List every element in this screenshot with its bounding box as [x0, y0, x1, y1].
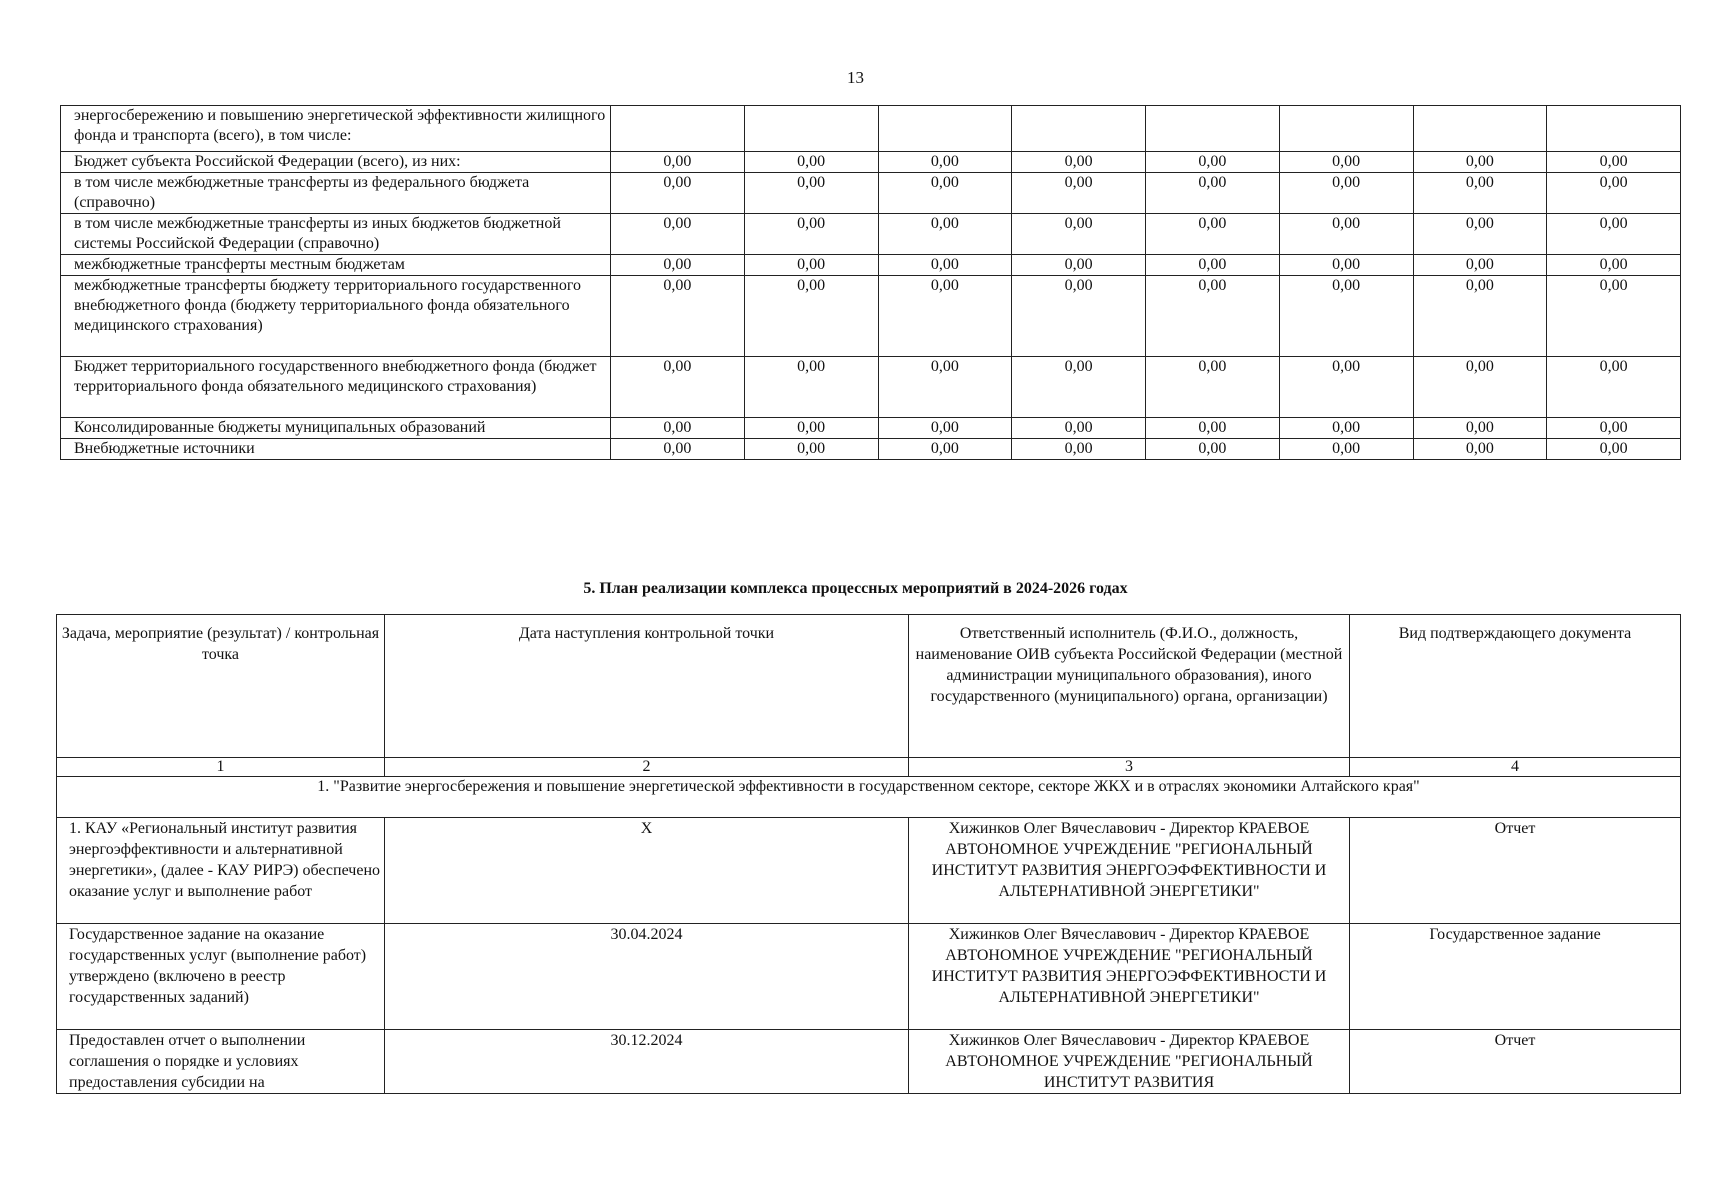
- header-task: Задача, мероприятие (результат) / контрольная точка: [57, 615, 385, 758]
- funding-value: 0,00: [611, 214, 745, 255]
- funding-value: 0,00: [1413, 173, 1547, 214]
- funding-value: 0,00: [611, 152, 745, 173]
- funding-value: 0,00: [744, 439, 878, 460]
- funding-value: 0,00: [611, 276, 745, 357]
- funding-value: 0,00: [1012, 214, 1146, 255]
- plan-task: 1. КАУ «Региональный институт развития энергоэффективности и альтернативной энергетики», (далее - КАУ РИРЭ) обеспечено оказание услуг и выполнение работ: [57, 818, 385, 924]
- plan-document: Отчет: [1350, 818, 1681, 924]
- funding-value: 0,00: [611, 173, 745, 214]
- funding-value: 0,00: [1146, 439, 1280, 460]
- column-number: 1: [57, 758, 385, 777]
- funding-value: 0,00: [611, 439, 745, 460]
- plan-document: Отчет: [1350, 1030, 1681, 1094]
- funding-value: 0,00: [1146, 357, 1280, 418]
- funding-row: [61, 173, 1681, 214]
- funding-value: 0,00: [1146, 173, 1280, 214]
- funding-value: 0,00: [1547, 276, 1681, 357]
- funding-value: 0,00: [1279, 418, 1413, 439]
- funding-value: 0,00: [1279, 255, 1413, 276]
- funding-value: 0,00: [744, 173, 878, 214]
- header-date: Дата наступления контрольной точки: [385, 615, 909, 758]
- plan-responsible: Хижинков Олег Вячеславович - Директор КРАЕВОЕ АВТОНОМНОЕ УЧРЕЖДЕНИЕ "РЕГИОНАЛЬНЫЙ ИНСТИТУТ РАЗВИТИЯ: [909, 1030, 1350, 1094]
- funding-value: 0,00: [878, 173, 1012, 214]
- funding-row-label: межбюджетные трансферты местным бюджетам: [61, 255, 611, 276]
- funding-value: 0,00: [1413, 255, 1547, 276]
- funding-value: 0,00: [1012, 173, 1146, 214]
- plan-document: Государственное задание: [1350, 924, 1681, 1030]
- plan-row: [57, 818, 1681, 924]
- plan-row: [57, 924, 1681, 1030]
- funding-value: 0,00: [1547, 418, 1681, 439]
- funding-table: [60, 105, 1681, 460]
- funding-value: 0,00: [878, 439, 1012, 460]
- funding-value: 0,00: [1279, 276, 1413, 357]
- funding-value: [1547, 106, 1681, 152]
- funding-value: 0,00: [1146, 255, 1280, 276]
- funding-value: 0,00: [1012, 255, 1146, 276]
- funding-value: 0,00: [1547, 357, 1681, 418]
- funding-value: 0,00: [1413, 357, 1547, 418]
- funding-row-label: межбюджетные трансферты бюджету территориального государственного внебюджетного фонда (бюджету территориального фонда обязательного медицинского страхования): [61, 276, 611, 357]
- funding-row-label: в том числе межбюджетные трансферты из иных бюджетов бюджетной системы Российской Федерации (справочно): [61, 214, 611, 255]
- funding-row: [61, 276, 1681, 357]
- funding-value: 0,00: [744, 255, 878, 276]
- funding-row: [61, 439, 1681, 460]
- funding-value: 0,00: [1547, 439, 1681, 460]
- funding-value: 0,00: [1413, 439, 1547, 460]
- funding-value: 0,00: [878, 357, 1012, 418]
- plan-row: [57, 1030, 1681, 1094]
- plan-date: 30.12.2024: [385, 1030, 909, 1094]
- funding-row: [61, 418, 1681, 439]
- header-document: Вид подтверждающего документа: [1350, 615, 1681, 758]
- funding-value: 0,00: [744, 418, 878, 439]
- funding-value: 0,00: [1012, 152, 1146, 173]
- funding-value: 0,00: [611, 255, 745, 276]
- funding-value: 0,00: [744, 276, 878, 357]
- funding-row: [61, 152, 1681, 173]
- plan-table: [56, 614, 1681, 1094]
- funding-value: 0,00: [878, 255, 1012, 276]
- funding-value: [744, 106, 878, 152]
- funding-value: [1413, 106, 1547, 152]
- plan-task: Государственное задание на оказание государственных услуг (выполнение работ) утверждено (включено в реестр государственных заданий): [57, 924, 385, 1030]
- page-number: 13: [847, 68, 864, 87]
- funding-value: 0,00: [1279, 152, 1413, 173]
- funding-row-label: в том числе межбюджетные трансферты из федерального бюджета (справочно): [61, 173, 611, 214]
- funding-value: 0,00: [1146, 418, 1280, 439]
- funding-value: 0,00: [744, 214, 878, 255]
- funding-value: 0,00: [1146, 214, 1280, 255]
- funding-value: 0,00: [1012, 418, 1146, 439]
- funding-value: 0,00: [1413, 214, 1547, 255]
- funding-value: 0,00: [1012, 439, 1146, 460]
- funding-value: 0,00: [878, 152, 1012, 173]
- funding-value: 0,00: [1279, 214, 1413, 255]
- funding-value: 0,00: [1547, 152, 1681, 173]
- plan-header-row: [57, 615, 1681, 758]
- funding-value: 0,00: [878, 214, 1012, 255]
- funding-value: 0,00: [1547, 214, 1681, 255]
- funding-value: [1279, 106, 1413, 152]
- funding-value: [611, 106, 745, 152]
- funding-row: [61, 214, 1681, 255]
- column-number: 4: [1350, 758, 1681, 777]
- plan-date: X: [385, 818, 909, 924]
- plan-task: Предоставлен отчет о выполнении соглашения о порядке и условиях предоставления субсидии на: [57, 1030, 385, 1094]
- funding-value: 0,00: [1146, 152, 1280, 173]
- funding-value: 0,00: [1413, 152, 1547, 173]
- funding-value: [1146, 106, 1280, 152]
- funding-value: 0,00: [1279, 173, 1413, 214]
- funding-row-label: Бюджет субъекта Российской Федерации (всего), из них:: [61, 152, 611, 173]
- funding-value: 0,00: [878, 276, 1012, 357]
- funding-row-label: Бюджет территориального государственного внебюджетного фонда (бюджет территориального фонда обязательного медицинского страхования): [61, 357, 611, 418]
- funding-value: 0,00: [1012, 276, 1146, 357]
- funding-value: 0,00: [1279, 439, 1413, 460]
- funding-row-label: энергосбережению и повышению энергетической эффективности жилищного фонда и транспорта (всего), в том числе:: [61, 106, 611, 152]
- funding-row: [61, 357, 1681, 418]
- funding-value: 0,00: [611, 418, 745, 439]
- funding-value: 0,00: [611, 357, 745, 418]
- section-heading-row: [57, 777, 1681, 818]
- plan-date: 30.04.2024: [385, 924, 909, 1030]
- funding-value: 0,00: [1547, 255, 1681, 276]
- funding-row: [61, 255, 1681, 276]
- header-responsible: Ответственный исполнитель (Ф.И.О., должность, наименование ОИВ субъекта Российской Федерации (местной администрации муниципального образования), иного государственного (муниципального) органа, организации): [909, 615, 1350, 758]
- funding-value: [878, 106, 1012, 152]
- funding-row-label: Внебюджетные источники: [61, 439, 611, 460]
- plan-section-title: 5. План реализации комплекса процессных мероприятий в 2024-2026 годах: [583, 580, 1128, 597]
- funding-value: 0,00: [878, 418, 1012, 439]
- funding-value: 0,00: [1547, 173, 1681, 214]
- funding-row-label: Консолидированные бюджеты муниципальных образований: [61, 418, 611, 439]
- column-number: 3: [909, 758, 1350, 777]
- funding-value: [1012, 106, 1146, 152]
- funding-value: 0,00: [744, 152, 878, 173]
- funding-value: 0,00: [1413, 418, 1547, 439]
- section-heading: 1. "Развитие энергосбережения и повышение энергетической эффективности в государственном секторе, секторе ЖКХ и в отраслях экономики Алтайского края": [57, 777, 1681, 818]
- column-number: 2: [385, 758, 909, 777]
- funding-value: 0,00: [744, 357, 878, 418]
- funding-value: 0,00: [1146, 276, 1280, 357]
- funding-value: 0,00: [1012, 357, 1146, 418]
- funding-row: [61, 106, 1681, 152]
- plan-responsible: Хижинков Олег Вячеславович - Директор КРАЕВОЕ АВТОНОМНОЕ УЧРЕЖДЕНИЕ "РЕГИОНАЛЬНЫЙ ИНСТИТУТ РАЗВИТИЯ ЭНЕРГОЭФФЕКТИВНОСТИ И АЛЬТЕРНАТИВНОЙ ЭНЕРГЕТИКИ": [909, 818, 1350, 924]
- funding-value: 0,00: [1279, 357, 1413, 418]
- plan-responsible: Хижинков Олег Вячеславович - Директор КРАЕВОЕ АВТОНОМНОЕ УЧРЕЖДЕНИЕ "РЕГИОНАЛЬНЫЙ ИНСТИТУТ РАЗВИТИЯ ЭНЕРГОЭФФЕКТИВНОСТИ И АЛЬТЕРНАТИВНОЙ ЭНЕРГЕТИКИ": [909, 924, 1350, 1030]
- column-number-row: [57, 758, 1681, 777]
- funding-value: 0,00: [1413, 276, 1547, 357]
